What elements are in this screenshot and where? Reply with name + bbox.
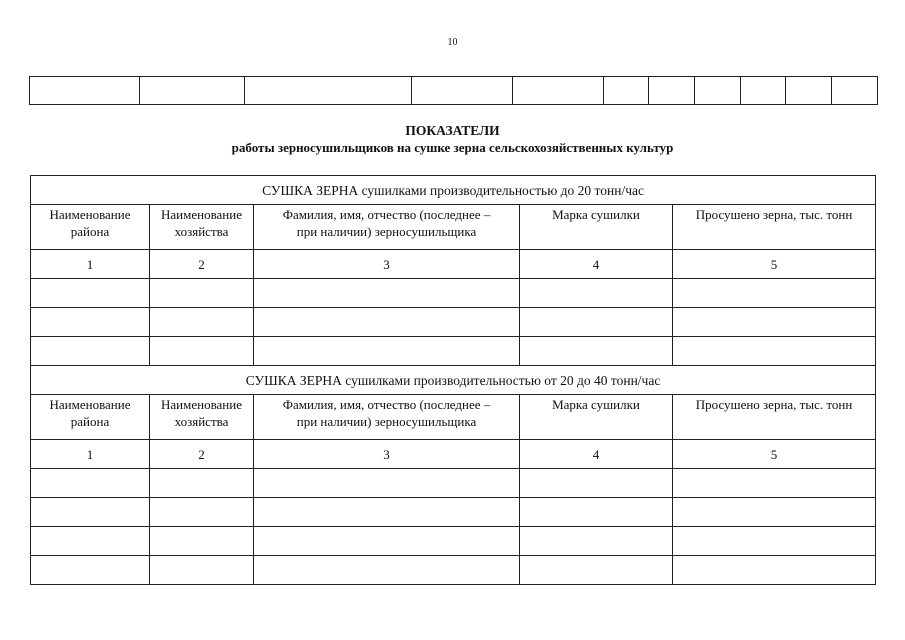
- column-number: 5: [673, 250, 876, 279]
- section-title-row: [31, 176, 876, 205]
- column-header: [520, 395, 673, 440]
- empty-cell: [520, 556, 673, 585]
- column-number-row: [31, 250, 876, 279]
- column-header: [520, 205, 673, 250]
- empty-cell: [673, 308, 876, 337]
- empty-cell: [254, 337, 520, 366]
- empty-cell: [150, 498, 254, 527]
- column-header-line2: при наличии) зерносушильщика: [296, 224, 477, 239]
- empty-cell: [31, 308, 150, 337]
- column-header: [31, 395, 150, 440]
- empty-cell: [31, 498, 150, 527]
- empty-cell: [254, 469, 520, 498]
- indicators-table: [30, 175, 876, 585]
- table-row: [31, 337, 876, 366]
- column-number: 5: [673, 440, 876, 469]
- empty-cell: [254, 279, 520, 308]
- column-number: 1: [31, 250, 150, 279]
- column-number: 2: [150, 440, 254, 469]
- strip-cell: [604, 77, 649, 105]
- strip-cell: [513, 77, 604, 105]
- empty-cell: [150, 308, 254, 337]
- column-number: 3: [254, 250, 520, 279]
- column-number: 1: [31, 440, 150, 469]
- column-number-row: [31, 440, 876, 469]
- page-number: 10: [447, 37, 458, 48]
- column-header: [31, 205, 150, 250]
- column-header-line2: хозяйства: [174, 224, 229, 239]
- column-header-line1: Наименование: [49, 397, 131, 412]
- column-header-line1: Фамилия, имя, отчество (последнее –: [282, 207, 491, 222]
- column-header: [673, 395, 876, 440]
- empty-cell: [254, 556, 520, 585]
- column-header-line1: Просушено зерна, тыс. тонн: [695, 397, 853, 412]
- strip-cell: [412, 77, 513, 105]
- strip-cell: [786, 77, 832, 105]
- empty-cell: [150, 279, 254, 308]
- column-header-line1: Марка сушилки: [552, 397, 640, 412]
- empty-cell: [150, 469, 254, 498]
- empty-cell: [254, 498, 520, 527]
- empty-cell: [673, 279, 876, 308]
- empty-cell: [673, 498, 876, 527]
- empty-cell: [150, 337, 254, 366]
- empty-cell: [673, 556, 876, 585]
- empty-cell: [673, 469, 876, 498]
- strip-cell: [140, 77, 245, 105]
- column-header-line2: района: [70, 414, 110, 429]
- strip-cell: [832, 77, 878, 105]
- document-title: ПОКАЗАТЕЛИ: [405, 123, 500, 138]
- column-header-line2: хозяйства: [174, 414, 229, 429]
- document-heading: [0, 122, 905, 156]
- empty-cell: [31, 527, 150, 556]
- strip-cell: [649, 77, 695, 105]
- strip-cell: [741, 77, 786, 105]
- section-title: СУШКА ЗЕРНА сушилками производительностью до 20 тонн/час: [31, 176, 876, 205]
- empty-cell: [520, 308, 673, 337]
- empty-cell: [254, 527, 520, 556]
- empty-cell: [520, 279, 673, 308]
- column-header-line1: Наименование: [161, 397, 242, 412]
- empty-cell: [673, 337, 876, 366]
- empty-cell: [254, 308, 520, 337]
- empty-cell: [31, 337, 150, 366]
- table-row: [31, 556, 876, 585]
- column-number: 4: [520, 250, 673, 279]
- strip-cell: [30, 77, 140, 105]
- column-number: 4: [520, 440, 673, 469]
- document-subtitle: работы зерносушильщиков на сушке зерна сельскохозяйственных культур: [231, 140, 674, 155]
- column-header-row: [31, 205, 876, 250]
- top-strip-table: [29, 76, 878, 105]
- column-header: [673, 205, 876, 250]
- empty-cell: [673, 527, 876, 556]
- empty-cell: [31, 279, 150, 308]
- column-header: [150, 205, 254, 250]
- column-number: 2: [150, 250, 254, 279]
- table-row: [31, 279, 876, 308]
- column-header-line1: Просушено зерна, тыс. тонн: [695, 207, 853, 222]
- column-header-line1: Марка сушилки: [552, 207, 640, 222]
- empty-cell: [31, 556, 150, 585]
- column-header-line1: Фамилия, имя, отчество (последнее –: [282, 397, 491, 412]
- section-title: СУШКА ЗЕРНА сушилками производительностью от 20 до 40 тонн/час: [31, 366, 876, 395]
- strip-cell: [695, 77, 741, 105]
- column-header-line2: при наличии) зерносушильщика: [296, 414, 477, 429]
- column-header-line1: Наименование: [49, 207, 131, 222]
- column-header-line2: района: [70, 224, 110, 239]
- empty-cell: [150, 527, 254, 556]
- column-header: [150, 395, 254, 440]
- strip-cell: [245, 77, 412, 105]
- column-header: [254, 205, 520, 250]
- table-row: [31, 308, 876, 337]
- empty-cell: [520, 337, 673, 366]
- table-row: [31, 498, 876, 527]
- section-title-row: [31, 366, 876, 395]
- column-header-line1: Наименование: [161, 207, 242, 222]
- table-row: [31, 527, 876, 556]
- empty-cell: [31, 469, 150, 498]
- column-number: 3: [254, 440, 520, 469]
- empty-cell: [520, 498, 673, 527]
- empty-cell: [520, 527, 673, 556]
- empty-cell: [520, 469, 673, 498]
- column-header-row: [31, 395, 876, 440]
- empty-cell: [150, 556, 254, 585]
- table-row: [31, 469, 876, 498]
- column-header: [254, 395, 520, 440]
